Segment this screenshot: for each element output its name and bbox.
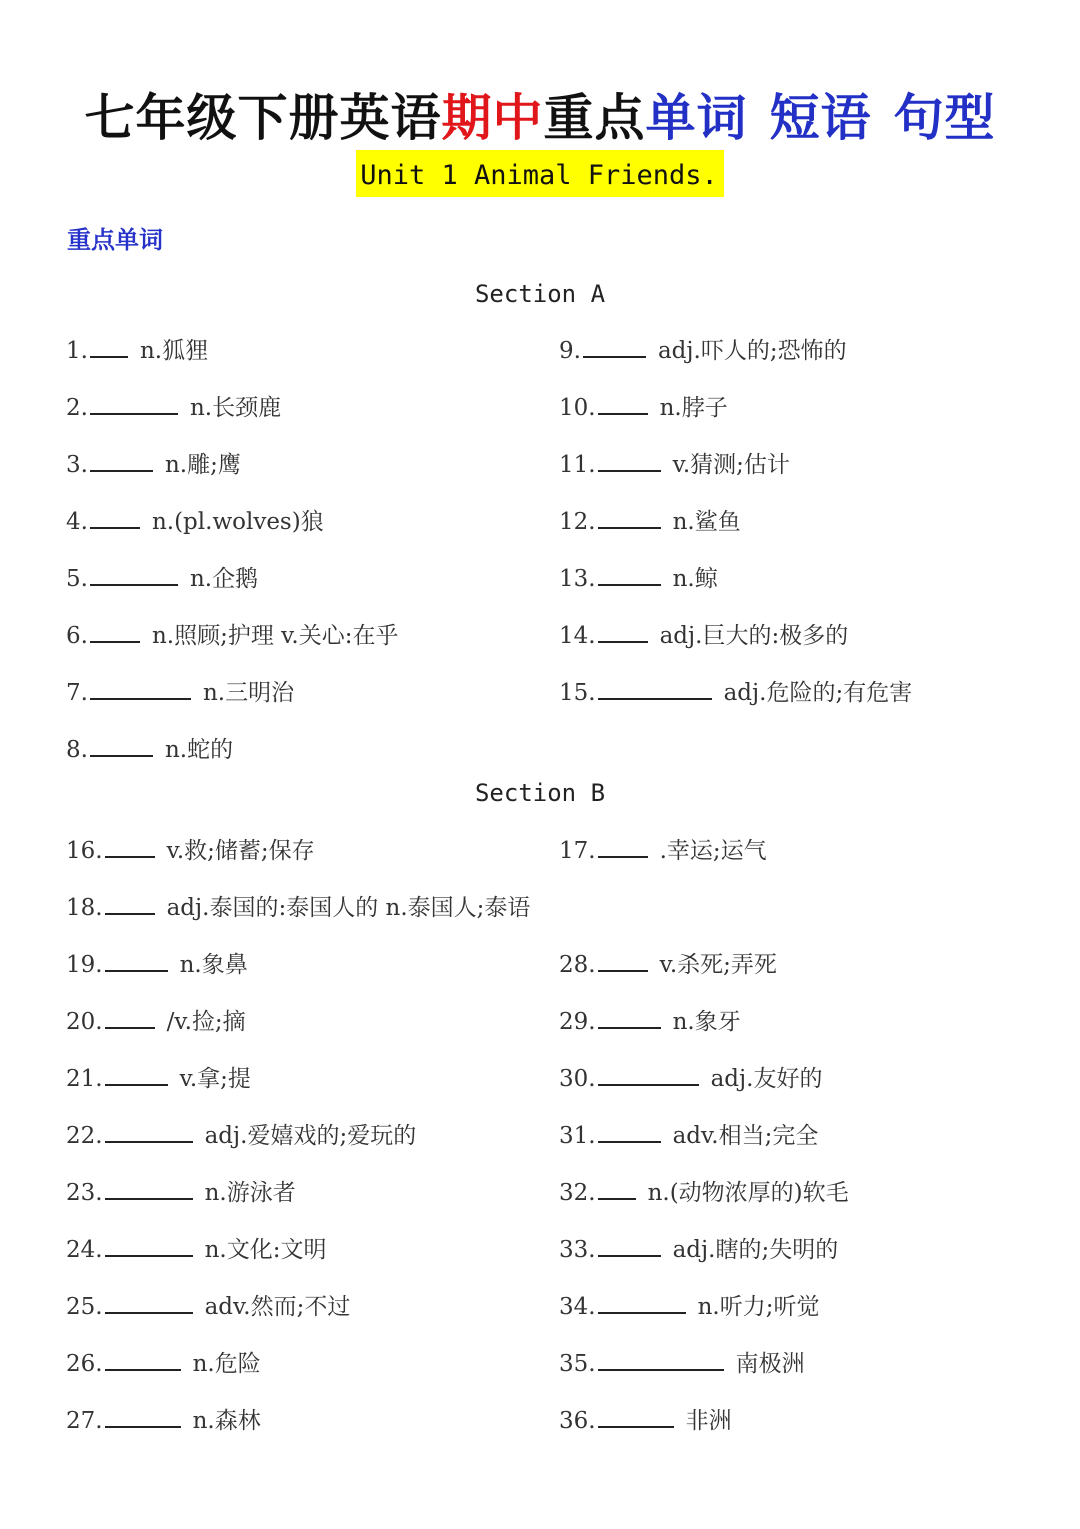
answer-blank[interactable]	[105, 1121, 193, 1143]
key-words-heading: 重点单词	[67, 226, 163, 254]
vocab-item	[66, 678, 294, 708]
item-number: 24.	[66, 1237, 103, 1263]
item-number: 29.	[559, 1009, 596, 1035]
item-number: 10.	[559, 395, 596, 421]
item-number: 34.	[559, 1294, 596, 1320]
item-definition: adj.巨大的:极多的	[659, 623, 849, 649]
vocab-item	[66, 1121, 416, 1151]
vocab-item	[66, 621, 398, 651]
answer-blank[interactable]	[105, 1235, 193, 1257]
item-number: 6.	[66, 623, 88, 649]
answer-blank[interactable]	[598, 836, 648, 858]
answer-blank[interactable]	[90, 678, 191, 700]
title-part-key: 重点	[543, 89, 646, 147]
answer-blank[interactable]	[90, 507, 140, 529]
answer-blank[interactable]	[105, 1178, 193, 1200]
vocab-item	[559, 393, 728, 423]
item-definition: n.森林	[192, 1408, 261, 1434]
item-definition: adj.瞎的;失明的	[672, 1237, 839, 1263]
item-number: 11.	[559, 452, 596, 478]
answer-blank[interactable]	[105, 836, 155, 858]
vocab-item	[66, 1178, 296, 1208]
vocab-item	[559, 1178, 849, 1208]
item-definition: 南极洲	[735, 1351, 805, 1377]
vocab-item	[559, 1064, 822, 1094]
vocab-item	[559, 1235, 838, 1265]
answer-blank[interactable]	[90, 336, 128, 358]
item-number: 7.	[66, 680, 88, 706]
item-number: 14.	[559, 623, 596, 649]
answer-blank[interactable]	[583, 336, 646, 358]
item-number: 4.	[66, 509, 88, 535]
item-definition: .幸运;运气	[659, 838, 767, 864]
vocab-item	[66, 450, 241, 480]
answer-blank[interactable]	[598, 1064, 699, 1086]
vocab-item	[559, 1121, 818, 1151]
item-number: 12.	[559, 509, 596, 535]
item-definition: n.鲸	[672, 566, 718, 592]
item-number: 27.	[66, 1408, 103, 1434]
item-definition: n.长颈鹿	[189, 395, 282, 421]
vocab-item	[66, 393, 281, 423]
item-number: 3.	[66, 452, 88, 478]
item-definition: v.救;储蓄;保存	[166, 838, 315, 864]
vocab-item	[559, 950, 777, 980]
item-number: 23.	[66, 1180, 103, 1206]
answer-blank[interactable]	[598, 1406, 674, 1428]
vocab-item	[559, 507, 741, 537]
item-number: 33.	[559, 1237, 596, 1263]
item-definition: adj.泰国的:泰国人的 n.泰国人;泰语	[166, 895, 531, 921]
item-number: 36.	[559, 1408, 596, 1434]
answer-blank[interactable]	[598, 450, 661, 472]
item-number: 13.	[559, 566, 596, 592]
item-number: 30.	[559, 1066, 596, 1092]
answer-blank[interactable]	[105, 1406, 181, 1428]
vocab-item	[66, 336, 208, 366]
answer-blank[interactable]	[598, 950, 648, 972]
item-definition: adv.相当;完全	[672, 1123, 819, 1149]
vocab-item	[559, 836, 767, 866]
item-number: 26.	[66, 1351, 103, 1377]
section-a-title: Section A	[474, 280, 606, 308]
item-definition: n.文化:文明	[204, 1237, 327, 1263]
item-number: 2.	[66, 395, 88, 421]
answer-blank[interactable]	[105, 893, 155, 915]
item-number: 32.	[559, 1180, 596, 1206]
vocab-item	[559, 450, 790, 480]
item-definition: adj.吓人的;恐怖的	[657, 338, 847, 364]
item-definition: n.蛇的	[164, 737, 234, 763]
title-part-sentences: 句型	[893, 89, 996, 147]
item-definition: n.狐狸	[139, 338, 209, 364]
item-definition: v.杀死;弄死	[659, 952, 777, 978]
answer-blank[interactable]	[105, 1007, 155, 1029]
item-number: 8.	[66, 737, 88, 763]
item-number: 5.	[66, 566, 88, 592]
item-definition: v.猜测;估计	[672, 452, 790, 478]
answer-blank[interactable]	[90, 564, 178, 586]
item-number: 15.	[559, 680, 596, 706]
item-definition: adj.友好的	[710, 1066, 823, 1092]
item-number: 20.	[66, 1009, 103, 1035]
vocab-item	[66, 1349, 261, 1379]
item-number: 18.	[66, 895, 103, 921]
vocab-item	[559, 564, 718, 594]
item-definition: n.象鼻	[179, 952, 248, 978]
item-definition: n.(pl.wolves)狼	[151, 509, 324, 535]
item-definition: n.听力;听觉	[697, 1294, 820, 1320]
vocab-item	[66, 507, 324, 537]
answer-blank[interactable]	[90, 450, 153, 472]
answer-blank[interactable]	[598, 1235, 661, 1257]
answer-blank[interactable]	[598, 1007, 661, 1029]
unit-heading: Unit 1 Animal Friends.	[356, 150, 724, 197]
vocab-item	[66, 893, 530, 923]
vocab-item	[66, 1406, 261, 1436]
item-definition: v.拿;提	[179, 1066, 251, 1092]
title-part-words: 单词	[645, 89, 748, 147]
item-number: 35.	[559, 1351, 596, 1377]
page-title	[0, 78, 1080, 150]
answer-blank[interactable]	[90, 393, 178, 415]
vocab-item	[559, 621, 848, 651]
answer-blank[interactable]	[598, 1292, 686, 1314]
vocab-item	[66, 735, 233, 765]
vocab-item	[559, 1292, 819, 1322]
item-number: 28.	[559, 952, 596, 978]
vocab-item	[559, 1007, 741, 1037]
item-definition: n.游泳者	[204, 1180, 296, 1206]
vocab-item	[66, 1235, 326, 1265]
answer-blank[interactable]	[105, 1292, 193, 1314]
answer-blank[interactable]	[105, 1064, 168, 1086]
vocab-item	[66, 564, 258, 594]
title-part-midterm: 期中	[441, 89, 544, 147]
item-number: 25.	[66, 1294, 103, 1320]
answer-blank[interactable]	[90, 621, 140, 643]
vocab-item	[559, 336, 847, 366]
item-number: 31.	[559, 1123, 596, 1149]
answer-blank[interactable]	[598, 1178, 636, 1200]
item-definition: n.雕;鹰	[164, 452, 241, 478]
item-definition: n.危险	[192, 1351, 261, 1377]
answer-blank[interactable]	[598, 678, 712, 700]
item-definition: n.(动物浓厚的)软毛	[647, 1180, 849, 1206]
item-definition: n.照顾;护理 v.关心:在乎	[151, 623, 399, 649]
item-definition: adj.危险的;有危害	[723, 680, 913, 706]
vocab-item	[559, 678, 912, 708]
answer-blank[interactable]	[598, 1121, 661, 1143]
item-number: 17.	[559, 838, 596, 864]
vocab-item	[66, 950, 248, 980]
item-definition: n.三明治	[202, 680, 295, 706]
item-number: 9.	[559, 338, 581, 364]
vocab-item	[66, 1064, 251, 1094]
vocab-item	[66, 836, 315, 866]
item-number: 21.	[66, 1066, 103, 1092]
item-definition: /v.捡;摘	[166, 1009, 246, 1035]
item-number: 22.	[66, 1123, 103, 1149]
item-number: 19.	[66, 952, 103, 978]
item-definition: 非洲	[685, 1408, 732, 1434]
answer-blank[interactable]	[105, 950, 168, 972]
item-number: 16.	[66, 838, 103, 864]
item-definition: n.象牙	[672, 1009, 741, 1035]
title-part-phrases: 短语	[769, 89, 872, 147]
title-part-grade: 七年级下册英语	[84, 89, 442, 147]
vocab-item	[66, 1007, 246, 1037]
answer-blank[interactable]	[598, 621, 648, 643]
section-b-title: Section B	[474, 779, 606, 807]
item-definition: n.鲨鱼	[672, 509, 741, 535]
item-definition: adv.然而;不过	[204, 1294, 351, 1320]
vocab-item	[66, 1292, 350, 1322]
answer-blank[interactable]	[598, 564, 661, 586]
answer-blank[interactable]	[598, 393, 648, 415]
item-definition: n.企鹅	[189, 566, 259, 592]
answer-blank[interactable]	[598, 507, 661, 529]
vocab-item	[559, 1349, 805, 1379]
answer-blank[interactable]	[105, 1349, 181, 1371]
answer-blank[interactable]	[90, 735, 153, 757]
answer-blank[interactable]	[598, 1349, 724, 1371]
vocab-item	[559, 1406, 732, 1436]
item-definition: n.脖子	[659, 395, 728, 421]
item-number: 1.	[66, 338, 88, 364]
item-definition: adj.爱嬉戏的;爱玩的	[204, 1123, 417, 1149]
